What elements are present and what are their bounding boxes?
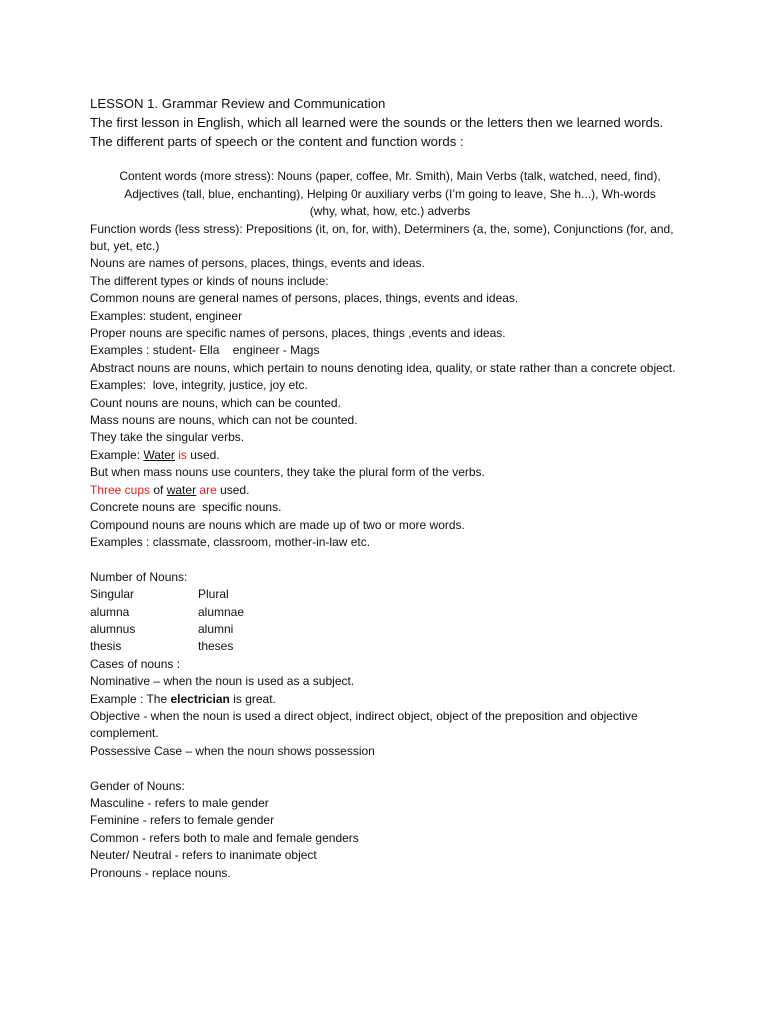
table-header (90, 586, 690, 603)
text-line: Masculine - refers to male gender (90, 795, 269, 810)
text-line: Nominative – when the noun is used as a subject. (90, 674, 355, 689)
document-body (90, 94, 690, 882)
text-line: Feminine - refers to female gender (90, 813, 275, 828)
text-line: Abstract nouns are nouns, which pertain to nouns denoting idea, quality, or state rather than a concrete object. (90, 360, 676, 375)
section-heading: Cases of nouns : (90, 656, 181, 671)
text-line: Nouns are names of persons, places, things, events and ideas. (90, 256, 425, 271)
content-words-line: Content words (more stress): Nouns (paper, coffee, Mr. Smith), Main Verbs (talk, watched, need, find), (119, 169, 661, 184)
text-line: Examples: love, integrity, justice, joy etc. (90, 378, 308, 393)
text-line: Mass nouns are nouns, which can not be counted. (90, 413, 358, 428)
number-table (90, 586, 690, 656)
example-suffix: used. (216, 482, 250, 497)
underlined-noun: Water (143, 447, 175, 462)
example-prefix: Example : The (90, 691, 171, 706)
table-row (90, 638, 690, 655)
example-cups-line (90, 482, 690, 499)
example-suffix: is great. (229, 691, 276, 706)
plural-cell: theses (198, 639, 234, 654)
text-line: Possessive Case – when the noun shows possession (90, 743, 375, 758)
lesson-title: LESSON 1. Grammar Review and Communication (90, 96, 386, 111)
table-row (90, 621, 690, 638)
text-line: Function words (less stress): Prepositions (it, on, for, with), Determiners (a, the, some), Conjunctions (for, and, but, yet, etc.) (90, 221, 674, 254)
example-of: of (150, 482, 167, 497)
example-case-line (90, 691, 690, 708)
text-line: Pronouns - replace nouns. (90, 865, 231, 880)
text-line: Count nouns are nouns, which can be counted. (90, 395, 341, 410)
text-line: Neuter/ Neutral - refers to inanimate object (90, 848, 317, 863)
text-line: Common nouns are general names of persons, places, things, events and ideas. (90, 291, 519, 306)
text-line: Examples : classmate, classroom, mother-in-law etc. (90, 534, 371, 549)
spacer (90, 151, 690, 168)
singular-cell: alumnus (90, 621, 136, 636)
intro-line: The different parts of speech or the content and function words : (90, 134, 464, 149)
text-line: Concrete nouns are specific nouns. (90, 500, 282, 515)
text-line: Proper nouns are specific names of persons, places, things ,events and ideas. (90, 326, 506, 341)
highlighted-verb: are (199, 482, 217, 497)
header-plural: Plural (198, 587, 229, 602)
spacer (90, 551, 690, 568)
example-suffix: used. (186, 447, 220, 462)
text-line: But when mass nouns use counters, they take the plural form of the verbs. (90, 465, 485, 480)
bold-noun: electrician (170, 691, 230, 706)
spacer (90, 760, 690, 777)
singular-cell: thesis (90, 639, 122, 654)
highlighted-verb: is (178, 447, 187, 462)
example-water-line (90, 447, 690, 464)
highlighted-counter: Three cups (90, 482, 151, 497)
table-row (90, 604, 690, 621)
text-line: Compound nouns are nouns which are made up of two or more words. (90, 517, 465, 532)
underlined-noun: water (166, 482, 197, 497)
section-heading: Gender of Nouns: (90, 778, 185, 793)
section-heading: Number of Nouns: (90, 569, 188, 584)
text-line: Examples: student, engineer (90, 308, 243, 323)
text-line: They take the singular verbs. (90, 430, 245, 445)
text-line: Examples : student- Ella engineer - Mags (90, 343, 320, 358)
plural-cell: alumni (198, 621, 234, 636)
content-words-line: Adjectives (tall, blue, enchanting), Helping 0r auxiliary verbs (I’m going to leave, She h...), Wh-words (124, 186, 656, 201)
example-prefix: Example: (90, 447, 144, 462)
text-line: Common - refers both to male and female genders (90, 830, 359, 845)
plural-cell: alumnae (198, 604, 245, 619)
content-words-line: (why, what, how, etc.) adverbs (309, 204, 471, 219)
header-singular: Singular (90, 587, 135, 602)
text-line: Objective - when the noun is used a direct object, indirect object, object of the preposition and objective complement. (90, 708, 638, 741)
singular-cell: alumna (90, 604, 130, 619)
text-line: The different types or kinds of nouns include: (90, 273, 329, 288)
intro-line: The first lesson in English, which all learned were the sounds or the letters then we learned words. (90, 115, 664, 130)
